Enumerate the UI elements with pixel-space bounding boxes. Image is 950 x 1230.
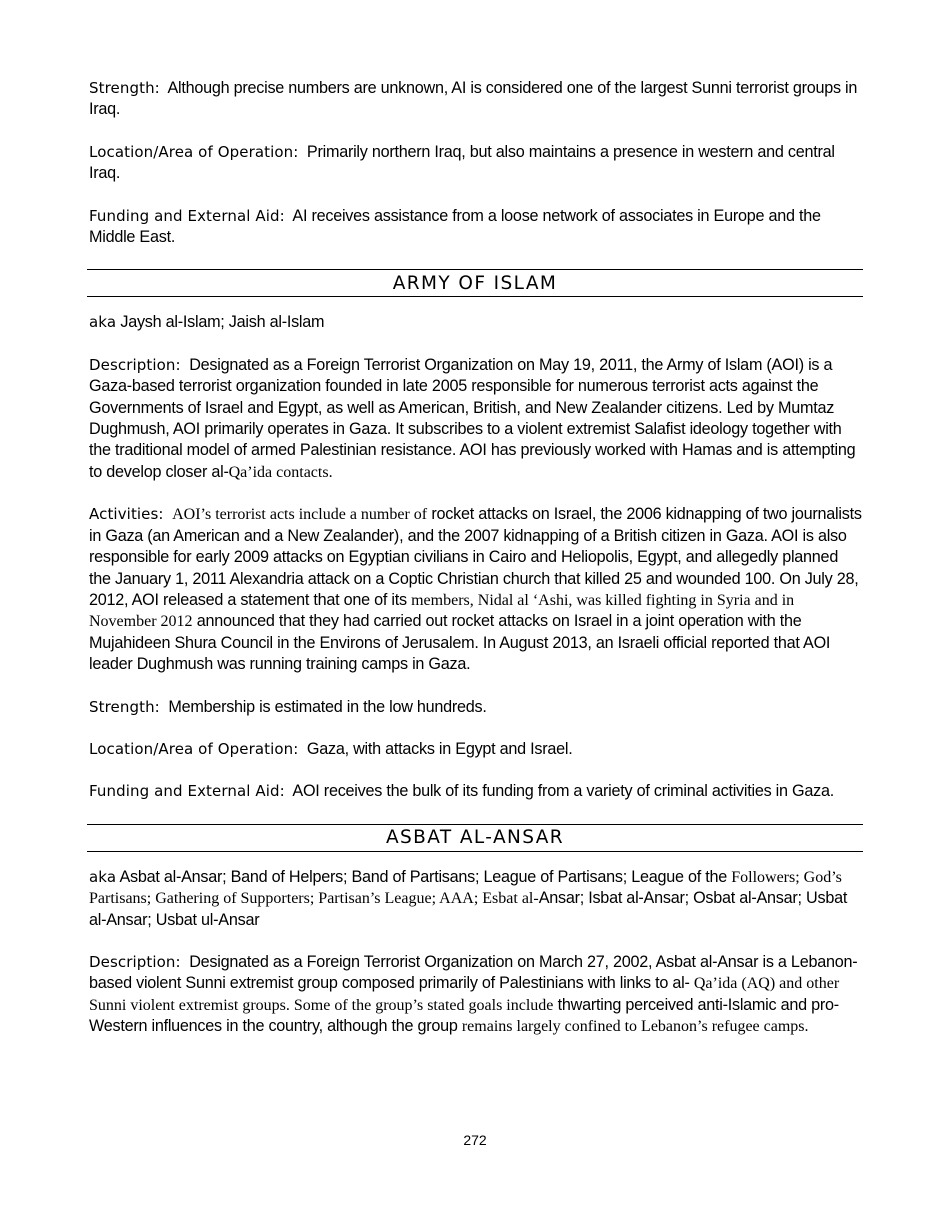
strength-label: Strength: [89,79,160,97]
funding-label: Funding and External Aid: [89,782,285,801]
description-label: Description: [89,355,181,374]
funding-paragraph [89,781,863,802]
section-header-army-of-islam [87,269,863,297]
description-text-2: thwarting perceived anti-Islamic and pro-Western influences in the country, although the group [89,995,839,1036]
funding-text: AI receives assistance from a loose network of associates in Europe and the Middle East. [89,206,821,247]
activities-text-serif: AOI’s terrorist acts include a number of [172,506,428,524]
activities-label: Activities: [89,505,164,524]
funding-text: AOI receives the bulk of its funding from a variety of criminal activities in Gaza. [292,782,834,801]
aka-paragraph [89,312,863,333]
location-label: Location/Area of Operation: [89,739,299,758]
activities-text-serif-2: members, Nidal al ‘Ashi, was killed fighting in Syria and in November 2012 [89,591,795,631]
page-number: 272 [463,1132,487,1148]
strength-label: Strength: [89,697,160,716]
location-label: Location/Area of Operation: [89,142,299,161]
strength-paragraph [89,697,863,718]
aka-paragraph [89,867,863,931]
section-title: ARMY OF ISLAM [392,272,558,294]
location-paragraph [89,739,863,760]
aka-label: aka [89,313,117,332]
location-text: Gaza, with attacks in Egypt and Israel. [306,739,573,758]
location-paragraph [89,142,863,185]
strength-text: Although precise numbers are unknown, AI is considered one of the largest Sunni terrorist groups in Iraq. [89,79,858,119]
section-header-asbat-al-ansar [87,824,863,852]
aka-text: Jaysh al-Islam; Jaish al-Islam [120,313,325,332]
funding-paragraph [89,206,863,249]
description-text-serif-2: remains largely confined to Lebanon’s refugee camps. [461,1018,809,1036]
description-text-serif: Qa’ida (AQ) and other Sunni violent extremist groups. Some of the group’s stated goals include [89,975,840,1014]
description-paragraph [89,355,863,483]
description-text: Designated as a Foreign Terrorist Organization on May 19, 2011, the Army of Islam (AOI) is a Gaza-based terrorist organization founded in late 2005 responsible for numerous terrorist acts against the Governments of Israel and Egypt, as well as American, British, and New Zealander citizens. Led by Mumtaz Dughmush, AOI primarily operates in Gaza. It subscribes to a violent extremist Salafist ideology together with the traditional model of armed Palestinian resistance. AOI has previously worked with Hamas and is attempting to develop closer al- [89,355,856,481]
activities-text: rocket attacks on Israel, the 2006 kidnapping of two journalists in Gaza (an American and a New Zealander), and the 2007 kidnapping of a British citizen in Gaza. AOI is also responsible for early 2009 attacks on Egyptian civilians in Cairo and Heliopolis, Egypt, and allegedly planned the January 1, 2011 Alexandria attack on a Coptic Christian church that killed 25 and wounded 100. On July 28, 2012, AOI released a statement that one of its [89,505,862,609]
description-text-serif: Qa’ida contacts. [228,463,333,481]
aka-label: aka [89,867,117,886]
activities-paragraph [89,504,863,675]
activities-text-2: announced that they had carried out rocket attacks on Israel in a joint operation with the Mujahideen Shura Council in the Environs of Jerusalem. In August 2013, an Israeli official reported that AOI leader Dughmush was running training camps in Gaza. [89,612,831,674]
aka-text-2: Ansar; Isbat al-Ansar; Osbat al-Ansar; Usbat al-Ansar; Usbat ul-Ansar [89,889,848,929]
description-paragraph [89,952,863,1038]
aka-text-serif: Followers; God’s Partisans; Gathering of Supporters; Partisan’s League; AAA; Esbat al- [89,868,842,908]
strength-text: Membership is estimated in the low hundreds. [168,697,487,716]
document-page [89,78,863,1059]
strength-paragraph [89,78,863,121]
section-title: ASBAT AL-ANSAR [385,827,565,849]
location-text: Primarily northern Iraq, but also maintains a presence in western and central Iraq. [89,142,835,183]
description-label: Description: [89,952,181,971]
description-text: Designated as a Foreign Terrorist Organization on March 27, 2002, Asbat al-Ansar is a Lebanon-based violent Sunni extremist group composed primarily of Palestinians with links to al- [89,952,858,993]
funding-label: Funding and External Aid: [89,206,285,225]
aka-text: Asbat al-Ansar; Band of Helpers; Band of Partisans; League of Partisans; League of the [119,867,727,886]
